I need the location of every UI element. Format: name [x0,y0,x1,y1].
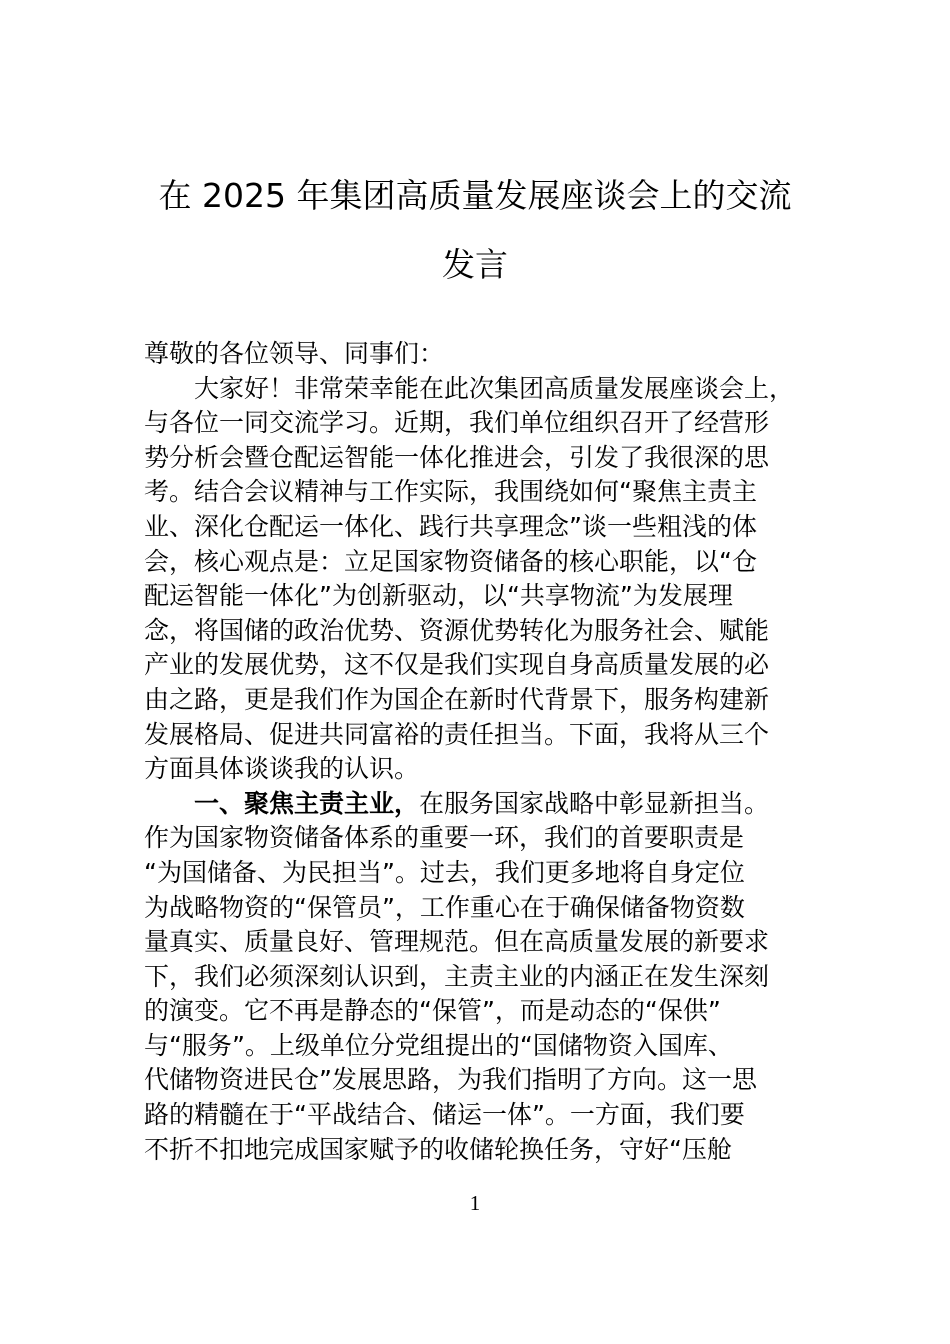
paragraph-line: 为战略物资的“保管员”，工作重心在于确保储备物资数 [144,892,745,922]
paragraph-line: 代储物资进民仓”发展思路，为我们指明了方向。这一思 [144,1065,757,1095]
document-title-line-1: 在 2025 年集团高质量发展座谈会上的交流 [158,176,792,215]
paragraph-line: “为国储备、为民担当”。过去，我们更多地将自身定位 [144,857,745,887]
paragraph-line: 会，核心观点是：立足国家物资储备的核心职能，以“仓 [144,546,757,576]
paragraph-line: 不折不扣地完成国家赋予的收储轮换任务，守好“压舱 [144,1134,732,1164]
section-heading-line [144,787,809,822]
paragraph-line: 大家好！非常荣幸能在此次集团高质量发展座谈会上， [194,373,795,403]
paragraph-line: 发展格局、促进共同富裕的责任担当。下面，我将从三个 [144,719,770,749]
paragraph-line: 与各位一同交流学习。近期，我们单位组织召开了经营形 [144,408,770,438]
paragraph-line: 方面具体谈谈我的认识。 [144,754,420,784]
salutation: 尊敬的各位领导、同事们： [144,339,445,368]
paragraph-line: 势分析会暨仓配运智能一体化推进会，引发了我很深的思 [144,442,770,472]
section-heading: 一、聚焦主责主业， [194,788,420,818]
page-number: 1 [469,1191,481,1215]
document-body [144,337,809,1167]
section-heading-rest: 在服务国家战略中彰显新担当。 [419,788,770,818]
paragraph-line: 由之路，更是我们作为国企在新时代背景下，服务构建新 [144,684,770,714]
paragraph-line: 与“服务”。上级单位分党组提出的“国储物资入国库、 [144,1030,733,1060]
paragraph-line: 作为国家物资储备体系的重要一环，我们的首要职责是 [144,823,745,853]
paragraph-line: 念，将国储的政治优势、资源优势转化为服务社会、赋能 [144,615,770,645]
document-title-line-2: 发言 [442,245,508,284]
paragraph-line: 产业的发展优势，这不仅是我们实现自身高质量发展的必 [144,650,770,680]
paragraph-line: 考。结合会议精神与工作实际，我围绕如何“聚焦主责主 [144,477,757,507]
paragraph-line: 路的精髓在于“平战结合、储运一体”。一方面，我们要 [144,1100,745,1130]
paragraph-line: 的演变。它不再是静态的“保管”，而是动态的“保供” [144,996,721,1026]
paragraph-line: 配运智能一体化”为创新驱动，以“共享物流”为发展理 [144,581,733,611]
paragraph-line: 下，我们必须深刻认识到，主责主业的内涵正在发生深刻 [144,961,770,991]
paragraph-line: 业、深化仓配运一体化、践行共享理念”谈一些粗浅的体 [144,511,757,541]
paragraph-line: 量真实、质量良好、管理规范。但在高质量发展的新要求 [144,927,770,957]
